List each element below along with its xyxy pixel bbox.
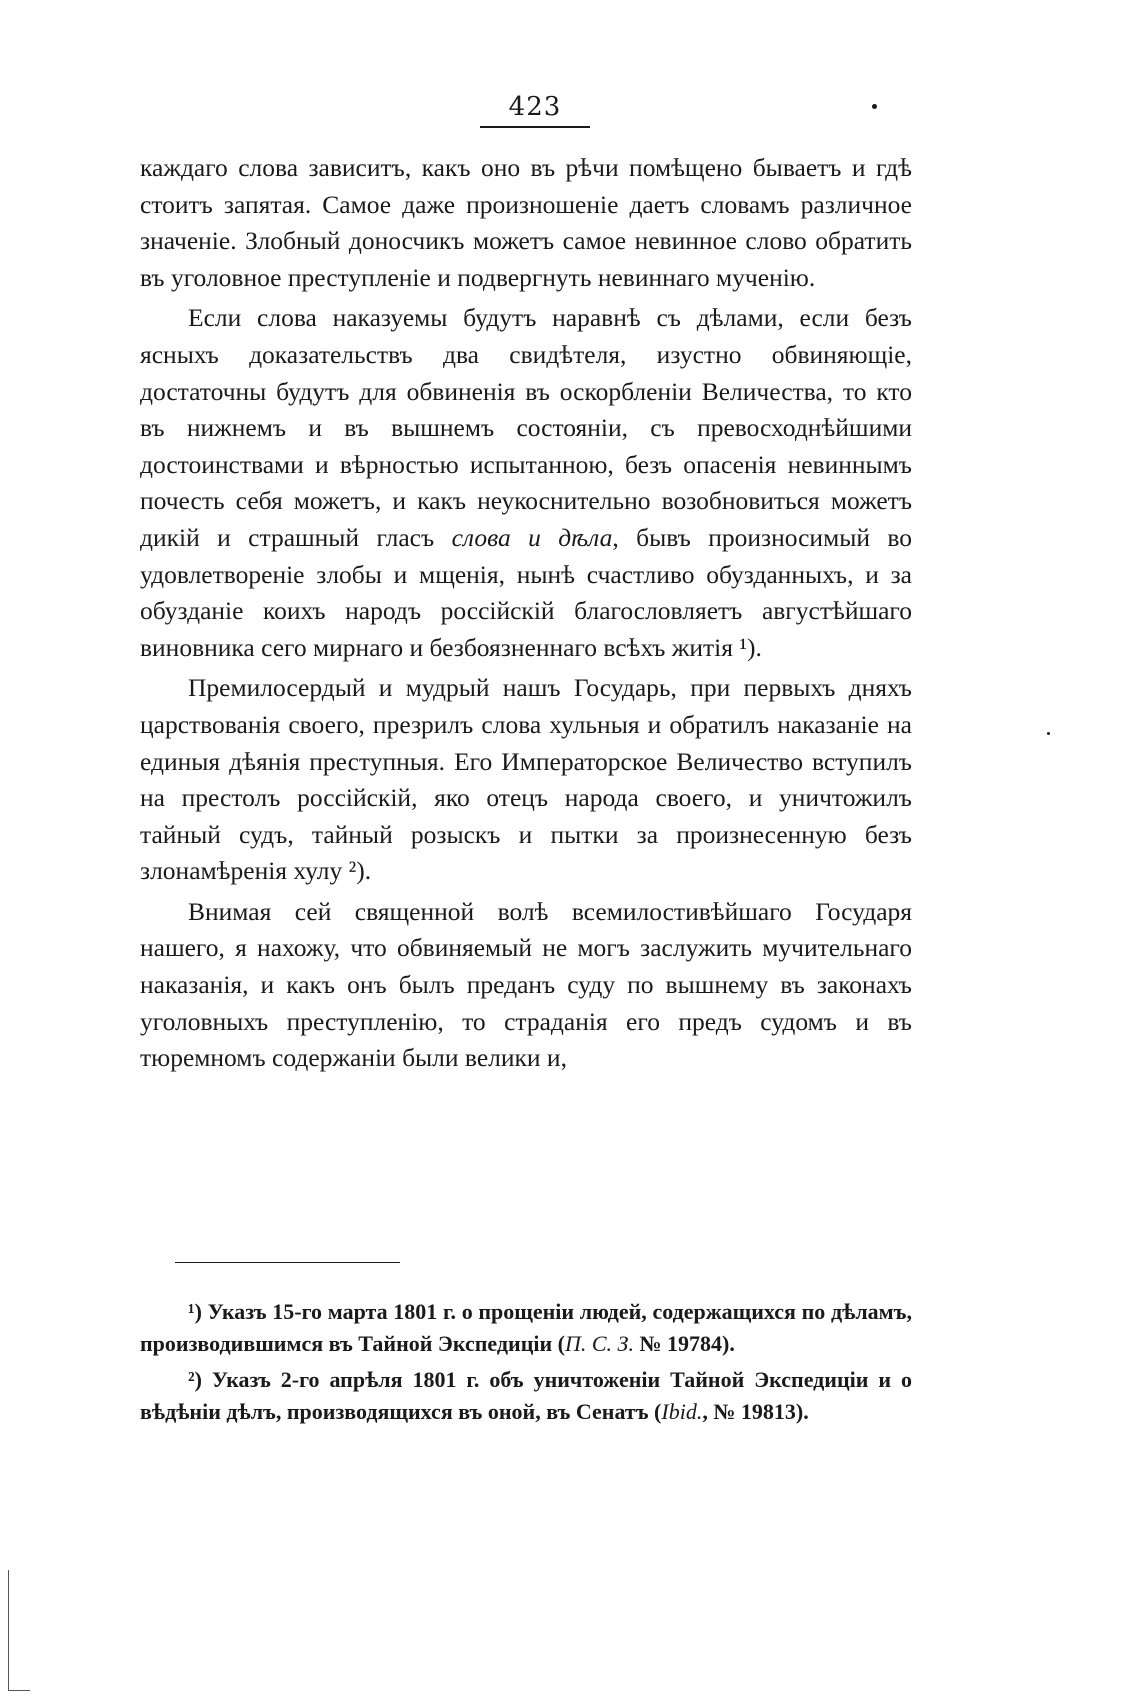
- page-number: 423: [508, 92, 562, 122]
- paragraph: [140, 300, 912, 666]
- footnotes: [140, 1296, 912, 1432]
- page-number-underline: [480, 126, 590, 128]
- text-run: № 19784).: [633, 1331, 735, 1356]
- text-run: Внимая сей священной волѣ всемилостивѣйшаго Государя нашего, я нахожу, что обвиняемый не могъ заслужить мучительнаго наказанія, и какъ онъ былъ преданъ суду по вышнему въ законахъ уголовныхъ преступленію, то страданія его предъ судомъ и въ тюремномъ содержаніи были велики и,: [140, 896, 912, 1073]
- text-run: , бывъ произносимый во удовлетвореніе злобы и мщенія, нынѣ счастливо обузданныхъ, и за обузданіе коихъ народъ россійскій благословляетъ августѣйшаго виновника сего мирнаго и безбоязненнаго всѣхъ житія ¹).: [140, 522, 913, 662]
- footnote: [140, 1296, 912, 1360]
- italic-citation: П. С. З.: [564, 1331, 634, 1356]
- scan-margin-line: [8, 1570, 9, 1690]
- footnote: [140, 1364, 912, 1428]
- italic-phrase: слова и дѣла: [451, 522, 613, 552]
- text-run: Если слова наказуемы будутъ наравнѣ съ дѣлами, если безъ ясныхъ доказательствъ два свидѣтеля, изустно обвиняющіе, достаточны будутъ для обвиненія въ оскорбленіи Величества, то кто въ нижнемъ и въ вышнемъ состояніи, съ превосходнѣйшими достоинствами и вѣрностью испытанною, безъ опасенія невиннымъ почесть себя можетъ, и какъ неукоснительно возобновиться можетъ дикій и страшный гласъ: [140, 303, 912, 552]
- paragraph: [140, 894, 912, 1077]
- text-run: ¹) Указъ 15-го марта 1801 г. о прощеніи людей, содержащихся по дѣламъ, производившимся въ Тайной Экспедиціи (: [140, 1299, 912, 1356]
- scan-margin-line: [8, 1690, 30, 1691]
- print-speck: [872, 104, 877, 109]
- italic-citation: Ibid.: [661, 1399, 703, 1424]
- text-run: ²) Указъ 2-го апрѣля 1801 г. объ уничтоженіи Тайной Экспедиціи и о вѣдѣніи дѣлъ, производящихся въ оной, въ Сенатъ (: [140, 1367, 912, 1424]
- print-speck: [1047, 732, 1050, 735]
- text-run: , № 19813).: [702, 1399, 809, 1424]
- main-text: [140, 150, 912, 1081]
- paragraph: [140, 670, 912, 890]
- footnote-separator: [175, 1262, 400, 1263]
- text-run: каждаго слова зависитъ, какъ оно въ рѣчи помѣщено бываетъ и гдѣ стоитъ запятая. Самое даже произношеніе даетъ словамъ различное значеніе. Злобный доносчикъ можетъ самое невинное слово обратить въ уголовное преступленіе и подвергнуть невиннаго мученію.: [140, 153, 912, 292]
- paragraph: [140, 150, 912, 296]
- text-run: Премилосердый и мудрый нашъ Государь, при первыхъ дняхъ царствованія своего, презрилъ слова хульныя и обратилъ наказаніе на единыя дѣянія преступныя. Его Императорское Величество вступилъ на престолъ россійскій, яко отецъ народа своего, и уничтожилъ тайный судъ, тайный розыскъ и пытки за произнесенную безъ злонамѣренія хулу ²).: [140, 673, 912, 886]
